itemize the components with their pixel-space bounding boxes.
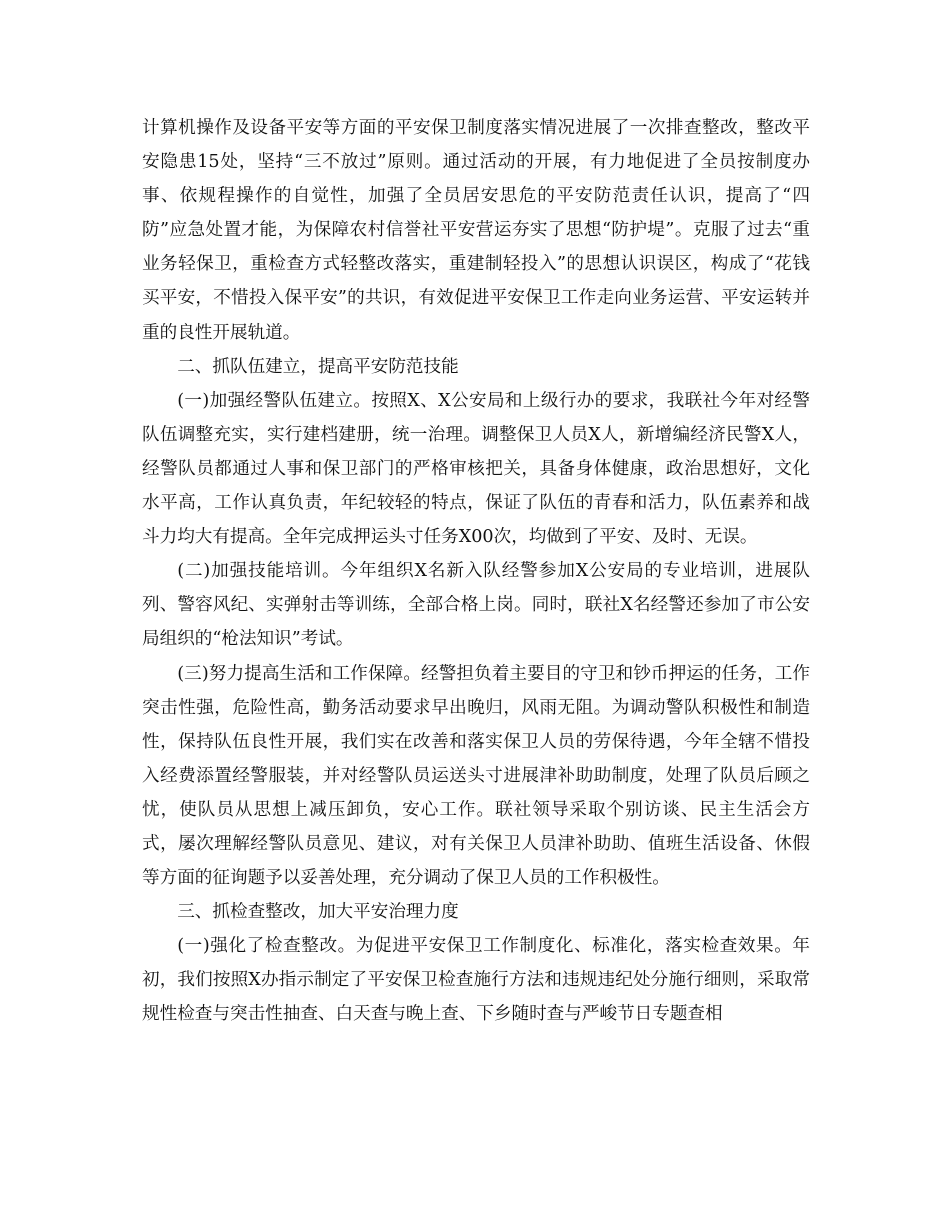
- document-body: [142, 111, 810, 1032]
- paragraph-continuation: 计算机操作及设备平安等方面的平安保卫制度落实情况进展了一次排查整改，整改平安隐患15处，坚持“三不放过”原则。通过活动的开展，有力地促进了全员按制度办事、依规程操作的自觉性，加强了全员居安思危的平安防范责任认识，提高了“四防”应急处置才能，为保障农村信誉社平安营运夯实了思想“防护堤”。克服了过去“重业务轻保卫，重检查方式轻整改落实，重建制轻投入”的思想认识误区，构成了“花钱买平安，不惜投入保平安”的共识，有效促进平安保卫工作走向业务运营、平安运转并重的良性开展轨道。: [142, 118, 810, 343]
- paragraph-skill-training: (二)加强技能培训。今年组织X名新入队经警参加X公安局的专业培训，进展队列、警容风纪、实弹射击等训练，全部合格上岗。同时，联社X名经警还参加了市公安局组织的“枪法知识”考试。: [142, 561, 810, 650]
- paragraph-team-building: (一)加强经警队伍建立。按照X、X公安局和上级行办的要求，我联社今年对经警队伍调整充实，实行建档建册，统一治理。调整保卫人员X人，新增编经济民警X人，经警队员都通过人事和保卫部门的严格审核把关，具备身体健康，政治思想好，文化水平高，工作认真负责，年纪较轻的特点，保证了队伍的青春和活力，队伍素养和战斗力均大有提高。全年完成押运头寸任务X00次，均做到了平安、及时、无误。: [142, 390, 810, 548]
- section-heading-2: 二、抓队伍建立，提高平安防范技能: [177, 356, 459, 377]
- paragraph-living-support: (三)努力提高生活和工作保障。经警担负着主要目的守卫和钞币押运的任务，工作突击性强，危险性高，勤务活动要求早出晚归，风雨无阻。为调动警队积极性和制造性，保持队伍良性开展，我们实在改善和落实保卫人员的劳保待遇，今年全辖不惜投入经费添置经警服装，并对经警队员运送头寸进展津补助助制度，处理了队员后顾之忧，使队员从思想上减压卸负，安心工作。联社领导采取个别访谈、民主生活会方式，屡次理解经警队员意见、建议，对有关保卫人员津补助助、值班生活设备、休假等方面的征询题予以妥善处理，充分调动了保卫人员的工作积极性。: [142, 663, 810, 889]
- paragraph-inspection: (一)强化了检查整改。为促进平安保卫工作制度化、标准化，落实检查效果。年初，我们按照X办指示制定了平安保卫检查施行方法和违规违纪处分施行细则，采取常规性检查与突击性抽查、白天查与晚上查、下乡随时查与严峻节日专题查相: [142, 936, 810, 1025]
- section-heading-3: 三、抓检查整改，加大平安治理力度: [177, 902, 459, 923]
